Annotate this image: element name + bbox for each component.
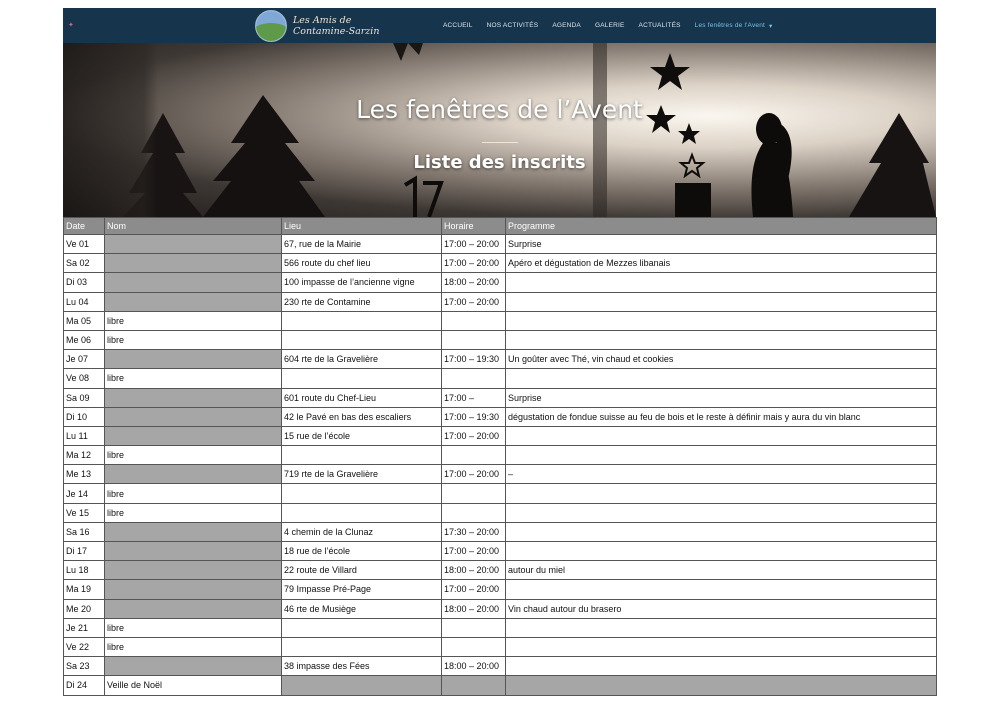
hero-banner xyxy=(63,43,936,217)
cell-date: Di 17 xyxy=(64,542,105,561)
cell-date: Di 10 xyxy=(64,407,105,426)
cell-programme xyxy=(506,292,937,311)
cell-horaire: 18:00 – 20:00 xyxy=(442,657,506,676)
header-date: Date xyxy=(64,218,105,235)
cell-lieu: 604 rte de la Gravelière xyxy=(282,350,442,369)
cell-date: Di 24 xyxy=(64,676,105,695)
cell-nom: libre xyxy=(105,446,282,465)
cell-nom xyxy=(105,254,282,273)
cell-lieu xyxy=(282,330,442,349)
cell-programme xyxy=(506,503,937,522)
cell-horaire xyxy=(442,311,506,330)
cell-nom: libre xyxy=(105,484,282,503)
cell-programme xyxy=(506,273,937,292)
cell-lieu: 38 impasse des Fées xyxy=(282,657,442,676)
corner-mark-icon: ✦ xyxy=(68,22,74,29)
top-navigation-bar xyxy=(63,8,936,43)
table-row xyxy=(64,637,937,656)
table-row xyxy=(64,407,937,426)
cell-programme xyxy=(506,311,937,330)
cell-programme: Un goûter avec Thé, vin chaud et cookies xyxy=(506,350,937,369)
cell-date: Je 14 xyxy=(64,484,105,503)
cell-horaire: 17:00 – 20:00 xyxy=(442,235,506,254)
cell-lieu xyxy=(282,311,442,330)
cell-horaire xyxy=(442,330,506,349)
cell-date: Lu 11 xyxy=(64,426,105,445)
cell-horaire: 17:00 – 20:00 xyxy=(442,292,506,311)
cell-date: Ma 05 xyxy=(64,311,105,330)
cell-nom xyxy=(105,426,282,445)
table-header-row xyxy=(64,218,937,235)
cell-lieu xyxy=(282,484,442,503)
table-row xyxy=(64,599,937,618)
table-row xyxy=(64,561,937,580)
table-row xyxy=(64,580,937,599)
logo-text xyxy=(293,15,379,37)
cell-date: Sa 02 xyxy=(64,254,105,273)
cell-horaire: 17:00 – 20:00 xyxy=(442,465,506,484)
cell-date: Di 03 xyxy=(64,273,105,292)
cell-horaire: 18:00 – 20:00 xyxy=(442,599,506,618)
table-row xyxy=(64,522,937,541)
logo-line-1: Les Amis de xyxy=(293,14,352,26)
cell-lieu xyxy=(282,446,442,465)
cell-nom: libre xyxy=(105,618,282,637)
cell-nom xyxy=(105,599,282,618)
cell-date: Ma 12 xyxy=(64,446,105,465)
menu-item-5[interactable]: Les fenêtres de l'Avent xyxy=(694,22,766,29)
cell-lieu: 100 impasse de l’ancienne vigne xyxy=(282,273,442,292)
cell-programme: dégustation de fondue suisse au feu de bois et le reste à définir mais y aura du vin blanc xyxy=(506,407,937,426)
table-row xyxy=(64,388,937,407)
cell-horaire: 17:00 – 19:30 xyxy=(442,407,506,426)
cell-programme xyxy=(506,330,937,349)
cell-nom xyxy=(105,292,282,311)
cell-lieu: 22 route de Villard xyxy=(282,561,442,580)
menu-item-1[interactable]: NOS ACTIVITÉS xyxy=(486,22,539,29)
cell-date: Je 21 xyxy=(64,618,105,637)
cell-date: Ma 19 xyxy=(64,580,105,599)
menu-item-0[interactable]: ACCUEIL xyxy=(443,22,473,29)
table-row xyxy=(64,292,937,311)
cell-lieu xyxy=(282,637,442,656)
cell-programme xyxy=(506,542,937,561)
cell-lieu: 67, rue de la Mairie xyxy=(282,235,442,254)
cell-date: Ve 15 xyxy=(64,503,105,522)
header-horaire: Horaire xyxy=(442,218,506,235)
cell-nom: libre xyxy=(105,330,282,349)
cell-nom xyxy=(105,465,282,484)
cell-lieu: 46 rte de Musiège xyxy=(282,599,442,618)
cell-programme xyxy=(506,522,937,541)
table-row xyxy=(64,350,937,369)
cell-horaire: 17:00 – 19:30 xyxy=(442,350,506,369)
cell-nom: libre xyxy=(105,503,282,522)
cell-nom xyxy=(105,657,282,676)
header-programme: Programme xyxy=(506,218,937,235)
logo-emblem-icon xyxy=(255,10,287,42)
page-subtitle: Liste des inscrits xyxy=(413,152,586,173)
table-row xyxy=(64,254,937,273)
cell-programme xyxy=(506,484,937,503)
hero-left-shadow xyxy=(63,43,158,217)
cell-lieu xyxy=(282,676,442,695)
table-row xyxy=(64,484,937,503)
cell-programme xyxy=(506,446,937,465)
table-row xyxy=(64,465,937,484)
cell-nom xyxy=(105,561,282,580)
cell-nom xyxy=(105,542,282,561)
cell-lieu: 42 le Pavé en bas des escaliers xyxy=(282,407,442,426)
cell-nom xyxy=(105,350,282,369)
cell-date: Me 20 xyxy=(64,599,105,618)
main-menu xyxy=(443,8,787,43)
cell-programme xyxy=(506,618,937,637)
cell-date: Ve 01 xyxy=(64,235,105,254)
logo-line-2: Contamine-Sarzin xyxy=(293,25,380,37)
cell-programme: Vin chaud autour du brasero xyxy=(506,599,937,618)
cell-horaire: 18:00 – 20:00 xyxy=(442,273,506,292)
table-row xyxy=(64,235,937,254)
cell-horaire: 17:30 – 20:00 xyxy=(442,522,506,541)
cell-lieu: 566 route du chef lieu xyxy=(282,254,442,273)
table-row xyxy=(64,311,937,330)
cell-nom: libre xyxy=(105,637,282,656)
cell-programme: Surprise xyxy=(506,388,937,407)
cell-horaire: 17:00 – 20:00 xyxy=(442,426,506,445)
table-row xyxy=(64,657,937,676)
cell-date: Me 06 xyxy=(64,330,105,349)
cell-horaire xyxy=(442,503,506,522)
cell-horaire xyxy=(442,637,506,656)
cell-date: Sa 23 xyxy=(64,657,105,676)
menu-item-4[interactable]: ACTUALITÉS xyxy=(638,22,681,29)
cell-programme xyxy=(506,676,937,695)
cell-horaire xyxy=(442,484,506,503)
cell-date: Ve 08 xyxy=(64,369,105,388)
cell-programme xyxy=(506,580,937,599)
cell-nom: libre xyxy=(105,369,282,388)
page xyxy=(63,8,936,696)
cell-lieu xyxy=(282,503,442,522)
site-logo[interactable] xyxy=(255,9,379,42)
cell-date: Me 13 xyxy=(64,465,105,484)
cell-lieu: 601 route du Chef-Lieu xyxy=(282,388,442,407)
cell-nom xyxy=(105,407,282,426)
table-row xyxy=(64,676,937,695)
header-nom: Nom xyxy=(105,218,282,235)
cell-horaire: 17:00 – 20:00 xyxy=(442,542,506,561)
table-row xyxy=(64,446,937,465)
table-row xyxy=(64,330,937,349)
chevron-down-icon[interactable]: ▾ xyxy=(769,22,773,30)
table-row xyxy=(64,618,937,637)
cell-programme xyxy=(506,637,937,656)
cell-date: Sa 16 xyxy=(64,522,105,541)
table-row xyxy=(64,503,937,522)
cell-lieu xyxy=(282,369,442,388)
cell-programme xyxy=(506,657,937,676)
cell-programme xyxy=(506,426,937,445)
cell-nom xyxy=(105,580,282,599)
page-title: Les fenêtres de l’Avent xyxy=(356,95,643,124)
cell-date: Lu 18 xyxy=(64,561,105,580)
cell-horaire: 17:00 – xyxy=(442,388,506,407)
cell-programme xyxy=(506,369,937,388)
table-row xyxy=(64,542,937,561)
cell-date: Ve 22 xyxy=(64,637,105,656)
cell-programme: Apéro et dégustation de Mezzes libanais xyxy=(506,254,937,273)
cell-lieu: 719 rte de la Gravelière xyxy=(282,465,442,484)
cell-horaire: 18:00 – 20:00 xyxy=(442,561,506,580)
cell-nom xyxy=(105,235,282,254)
menu-item-2[interactable]: AGENDA xyxy=(552,22,581,29)
cell-lieu: 15 rue de l’école xyxy=(282,426,442,445)
cell-lieu: 18 rue de l’école xyxy=(282,542,442,561)
table-row xyxy=(64,369,937,388)
cell-programme: – xyxy=(506,465,937,484)
table-row xyxy=(64,426,937,445)
cell-horaire xyxy=(442,369,506,388)
cell-horaire xyxy=(442,618,506,637)
cell-lieu: 4 chemin de la Clunaz xyxy=(282,522,442,541)
cell-programme: Surprise xyxy=(506,235,937,254)
cell-nom: libre xyxy=(105,311,282,330)
cell-programme: autour du miel xyxy=(506,561,937,580)
header-lieu: Lieu xyxy=(282,218,442,235)
cell-nom: Veille de Noël xyxy=(105,676,282,695)
menu-item-3[interactable]: GALERIE xyxy=(594,22,625,29)
cell-date: Lu 04 xyxy=(64,292,105,311)
cell-nom xyxy=(105,273,282,292)
cell-date: Je 07 xyxy=(64,350,105,369)
table-body xyxy=(64,235,937,696)
hero-silhouette-illustration xyxy=(63,43,936,217)
table-row xyxy=(64,273,937,292)
cell-lieu xyxy=(282,618,442,637)
cell-horaire xyxy=(442,446,506,465)
cell-nom xyxy=(105,388,282,407)
cell-lieu: 79 Impasse Pré-Page xyxy=(282,580,442,599)
cell-date: Sa 09 xyxy=(64,388,105,407)
registrants-table xyxy=(63,217,937,696)
title-divider xyxy=(482,142,518,143)
cell-horaire: 17:00 – 20:00 xyxy=(442,254,506,273)
cell-lieu: 230 rte de Contamine xyxy=(282,292,442,311)
cell-horaire: 17:00 – 20:00 xyxy=(442,580,506,599)
cell-nom xyxy=(105,522,282,541)
cell-horaire xyxy=(442,676,506,695)
